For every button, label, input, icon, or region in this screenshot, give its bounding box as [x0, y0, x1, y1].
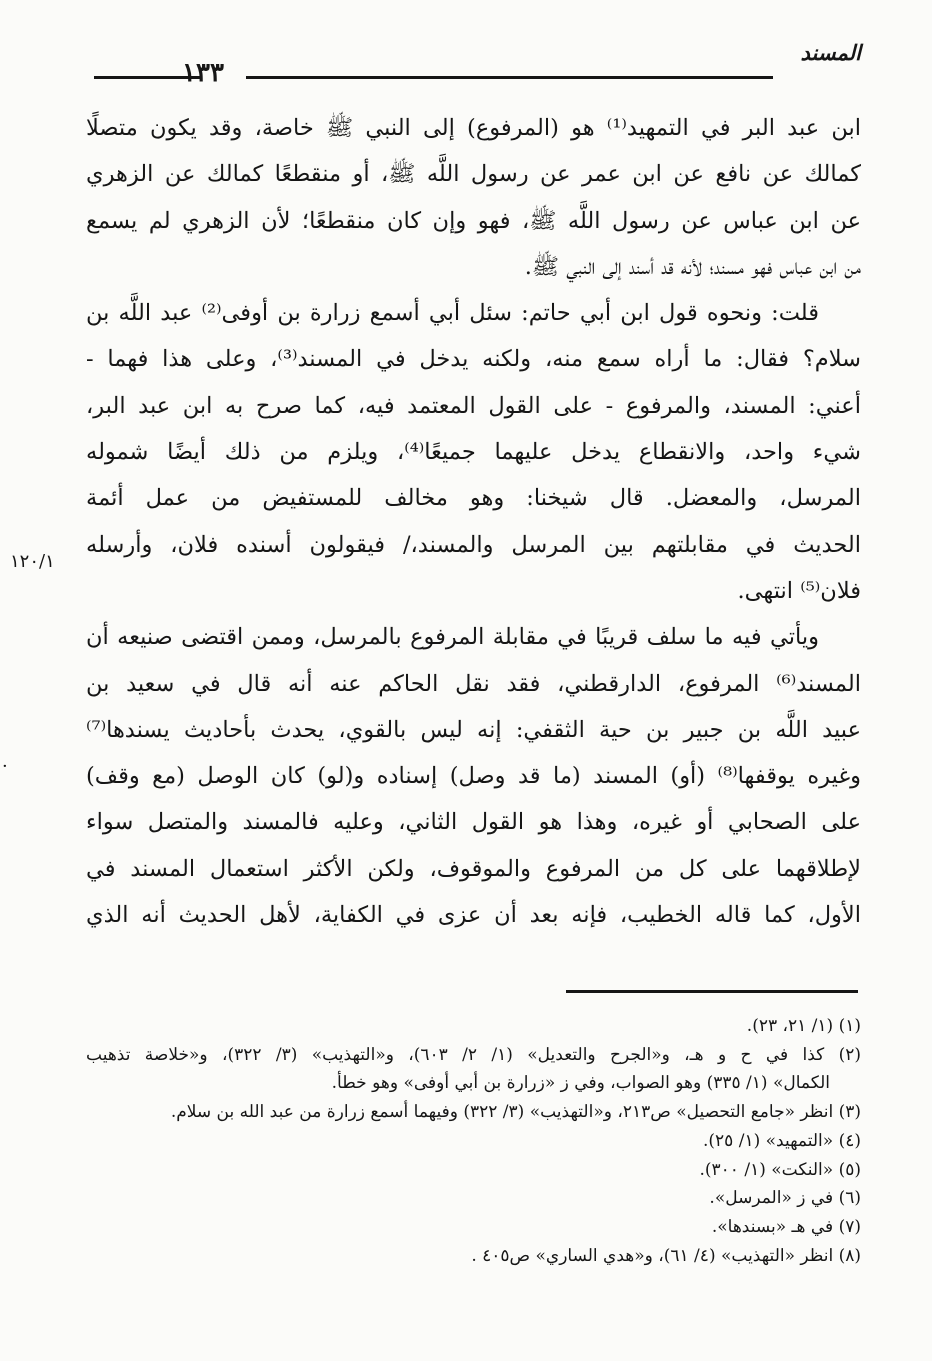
footnote-item: (٢) كذا في ح و هـ، و«الجرح والتعديل» (١/ ٢/ ٦٠٣)، و«التهذيب» (٣/ ٣٢٢)، و«خلاصة تذهيب	[86, 1044, 861, 1065]
text-line: قلت: ونحوه قول ابن أبي حاتم: سئل أبي أسمع زرارة بن أوفى⁽²⁾ عبد اللَّه بن	[86, 300, 819, 327]
footnotes	[86, 1012, 861, 1270]
body-text	[86, 105, 861, 938]
page-header	[86, 38, 861, 88]
text-line: ابن عبد البر في التمهيد⁽¹⁾ هو (المرفوع) إلى النبي ﷺ خاصة، وقد يكون متصلًا	[86, 115, 861, 141]
text-line: وغيره يوقفها⁽⁸⁾ (أو) المسند (ما قد وصل) إسناده و(لو) كان الوصل (مع وقف)	[86, 763, 861, 790]
page-number: ١٣٣	[182, 58, 224, 88]
text-line: لإطلاقهما على كل من المرفوع والموقوف، ولكن الأكثر استعمال المسند في	[86, 855, 861, 882]
footnote-item: (١) (١/ ٢١، ٢٣).	[746, 1016, 861, 1036]
text-line: على الصحابي أو غيره، وهذا هو القول الثاني، وعليه فالمسند والمتصل سواء	[86, 809, 861, 836]
footnote-item: الكمال» (١/ ٣٣٥) وهو الصواب، وفي ز «زرارة بن أبي أوفى» وهو خطأ.	[331, 1073, 830, 1094]
text-line: سلام؟ فقال: ما أراه سمع منه، ولكنه يدخل في المسند⁽³⁾، وعلى هذا فهما -	[86, 346, 861, 373]
footnote-item: (٤) «التمهيد» (١/ ٢٥).	[703, 1130, 861, 1151]
running-title: المسند	[800, 40, 861, 65]
text-line: الحديث في مقابلتهم بين المرسل والمسند،/ فيقولون أسنده فلان، وأرسله	[86, 531, 861, 558]
text-line: عن ابن عباس عن رسول اللَّه ﷺ، فهو وإن كان منقطعًا؛ لأن الزهري لم يسمع	[86, 207, 861, 234]
text-line: عبيد اللَّه بن جبير بن حية الثقفي: إنه ليس بالقوي، يحدث بأحاديث يسندها⁽⁷⁾	[86, 716, 861, 743]
footnote-item: (٧) في هـ «بسندها».	[711, 1216, 861, 1237]
text-line: ويأتي فيه ما سلف قريبًا في مقابلة المرفوع بالمرسل، وممن اقتضى صنيعه أن	[86, 624, 819, 651]
text-line: المسند⁽⁶⁾ المرفوع، الدارقطني، فقد نقل الحاكم عنه أنه قال في سعيد بن	[86, 670, 861, 697]
margin-mark: ·	[2, 756, 8, 777]
text-line: شيء واحد، والانقطاع يدخل عليهما جميعًا⁽⁴⁾، ويلزم من ذلك أيضًا شموله	[86, 439, 861, 466]
footnote-item: (٣) انظر «جامع التحصيل» ص٢١٣، و«التهذيب» (٣/ ٣٢٢) وفيهما أسمع زرارة من عبد الله بن سلام.	[170, 1102, 861, 1123]
text-line: الأول، كما قاله الخطيب، فإنه بعد أن عزى في الكفاية، لأهل الحديث أنه الذي	[86, 902, 861, 929]
text-line: أعني: المسند، والمرفوع - على القول المعتمد فيه، كما صرح به ابن عبد البر،	[86, 392, 861, 419]
margin-reference: ١٢٠/١	[10, 551, 55, 572]
footnote-item: (٨) انظر «التهذيب» (٤/ ٦١)، و«هدي الساري» ص٤٠٥ .	[471, 1245, 861, 1266]
text-line: من ابن عباس فهو مسند؛ لأنه قد أسند إلى النبي ﷺ.	[524, 253, 861, 280]
footnote-item: (٥) «النكت» (١/ ٣٠٠).	[699, 1159, 861, 1180]
footnote-item: (٦) في ز «المرسل».	[709, 1188, 861, 1209]
text-line: المرسل، والمعضل. قال شيخنا: وهو مخالف للمستفيض من عمل أئمة	[86, 485, 861, 512]
header-rule	[246, 76, 773, 79]
footnote-separator	[566, 990, 858, 993]
text-line: فلان⁽⁵⁾ انتهى.	[737, 577, 861, 604]
text-line: كمالك عن نافع عن ابن عمر عن رسول اللَّه ﷺ، أو منقطعًا كمالك عن الزهري	[86, 161, 861, 188]
